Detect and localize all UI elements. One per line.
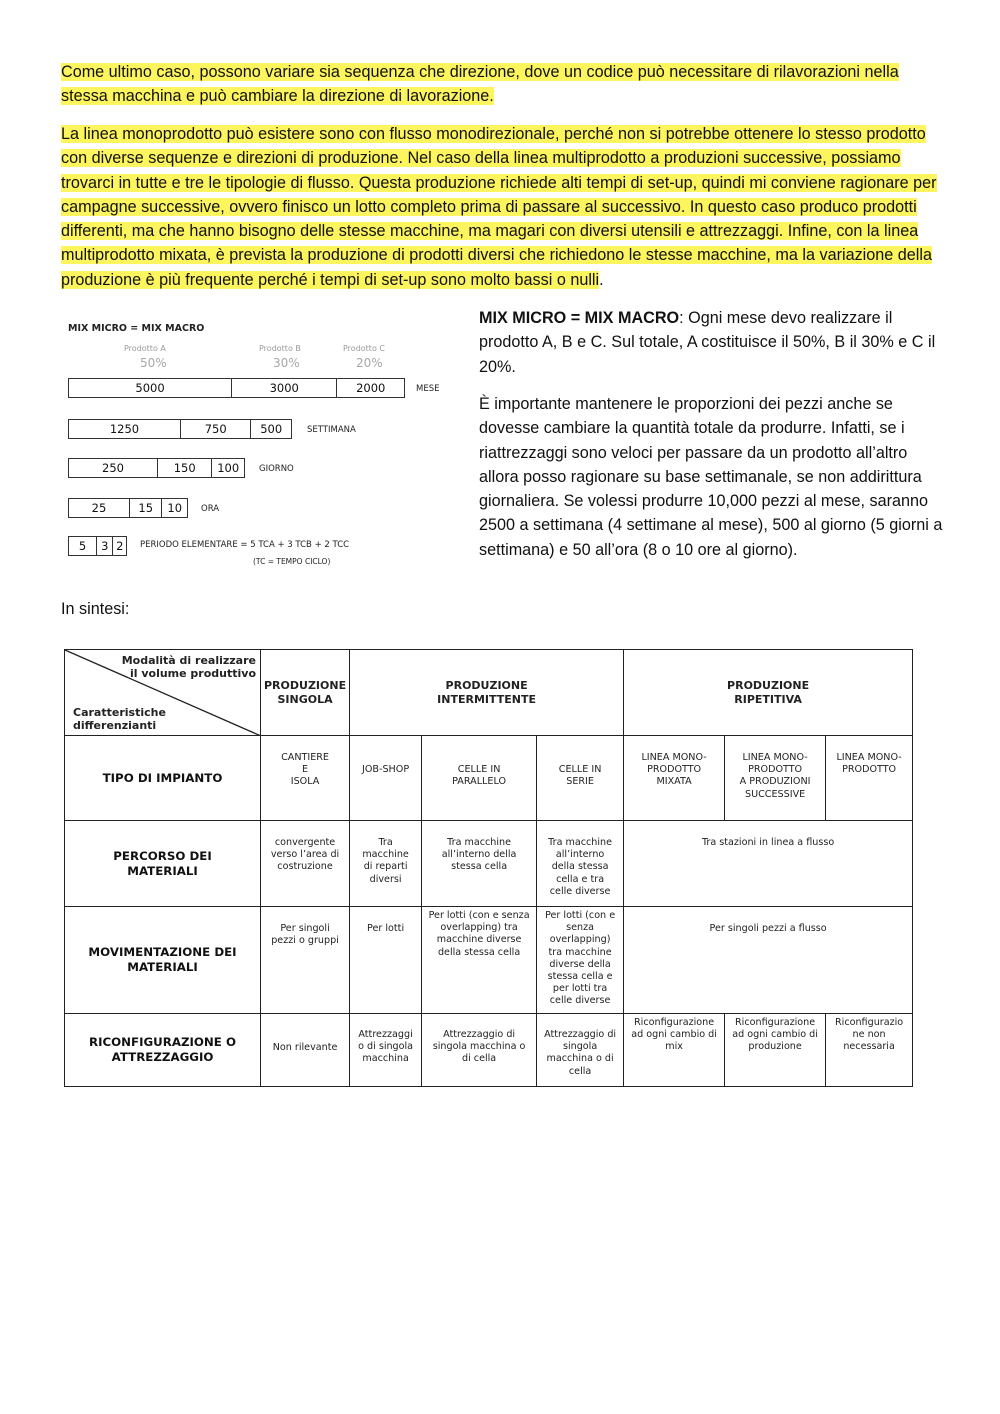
hour-bar: [68, 498, 188, 518]
bar-label-day: GIORNO: [259, 464, 294, 474]
table-cell: Attrezzaggi o di singola macchina: [350, 1014, 422, 1087]
mix-explanation: [479, 306, 949, 379]
corner-label-caratteristiche: Caratteristiche differenzianti: [73, 706, 166, 732]
product-name: Prodotto A: [124, 344, 166, 353]
bar-segment-c: 10: [167, 501, 183, 515]
summary-heading: In sintesi:: [61, 600, 130, 618]
table-cell: Riconfigurazione ad ogni cambio di mix: [624, 1014, 725, 1087]
product-share: 20%: [356, 356, 383, 370]
bar-segment-c: 2000: [356, 381, 386, 395]
table-cell: LINEA MONO- PRODOTTO A PRODUZIONI SUCCESSIVE: [725, 736, 826, 821]
table-corner-cell: [65, 650, 261, 736]
bar-segment-c: 2: [116, 539, 124, 553]
mix-diagram: [60, 315, 460, 575]
table-cell: Tra macchine all’interno della stessa cella e tra celle diverse: [537, 821, 624, 907]
product-share: 50%: [140, 356, 167, 370]
day-bar: [68, 458, 245, 478]
mix-explanation-text: : Ogni mese devo realizzare il prodotto A, B e C. Sul totale, A costituisce il 50%, B il 30% e C il 20%.: [479, 309, 936, 376]
bar-segment-b: 150: [158, 459, 212, 477]
bar-segment-c: 500: [260, 422, 283, 436]
group-produzione-intermittente: PRODUZIONE INTERMITTENTE: [350, 650, 624, 736]
table-cell: Attrezzaggio di singola macchina o di cella: [422, 1014, 537, 1087]
table-cell: JOB-SHOP: [350, 736, 422, 821]
bar-label-week: SETTIMANA: [307, 425, 356, 435]
paragraph-monoprodotto: [61, 122, 943, 292]
table-cell: Riconfigurazio ne non necessaria: [826, 1014, 913, 1087]
cycle-time-note: (TC = TEMPO CICLO): [253, 557, 331, 566]
bar-segment-c: 100: [217, 461, 240, 475]
corner-label-modalita: Modalità di realizzare il volume produttivo: [121, 654, 256, 680]
row-header-movimentazione: MOVIMENTAZIONE DEI MATERIALI: [65, 907, 261, 1014]
elementary-period-bar: [68, 536, 127, 556]
bar-label-elementary-period: PERIODO ELEMENTARE = 5 TCA + 3 TCB + 2 TCC: [140, 540, 350, 550]
summary-table: [64, 649, 913, 1087]
proportions-explanation: È importante mantenere le proporzioni dei pezzi anche se dovesse cambiare la quantità totale da produrre. Infatti, se i riattrezzaggi sono veloci per passare da un prodotto all’altro allora posso ragionare su base settimanale, se non addirittura giornaliera. Se volessi produrre 10,000 pezzi al mese, saranno 2500 a settimana (4 settimane al mese), 500 al giorno (5 giorni a settimana) e 50 all’ora (8 o 10 ore al giorno).: [479, 395, 943, 559]
highlighted-text: Come ultimo caso, possono variare sia sequenza che direzione, dove un codice può necessitare di rilavorazioni nella stessa macchina e può cambiare la direzione di lavorazione.: [61, 63, 899, 106]
bar-segment-a: 25: [69, 499, 130, 517]
row-header-percorso: PERCORSO DEI MATERIALI: [65, 821, 261, 907]
table-cell: Per lotti (con e senza overlapping) tra macchine diverse della stessa cella: [422, 907, 537, 1014]
mix-explanation-heading: MIX MICRO = MIX MACRO: [479, 309, 680, 327]
table-cell: CANTIERE E ISOLA: [261, 736, 350, 821]
group-produzione-ripetitiva: PRODUZIONE RIPETITIVA: [624, 650, 913, 736]
table-cell: Non rilevante: [261, 1014, 350, 1087]
table-cell: Tra macchine di reparti diversi: [350, 821, 422, 907]
table-cell: LINEA MONO- PRODOTTO MIXATA: [624, 736, 725, 821]
bar-segment-a: 1250: [69, 420, 181, 438]
table-cell: LINEA MONO- PRODOTTO: [826, 736, 913, 821]
table-cell: convergente verso l’area di costruzione: [261, 821, 350, 907]
paragraph-end: .: [599, 270, 604, 289]
table-cell: CELLE IN PARALLELO: [422, 736, 537, 821]
table-cell: Per lotti: [350, 907, 422, 1014]
month-bar: [68, 378, 405, 398]
group-produzione-singola: PRODUZIONE SINGOLA: [261, 650, 350, 736]
table-cell: Per singoli pezzi o gruppi: [261, 907, 350, 1014]
table-cell: Riconfigurazione ad ogni cambio di produzione: [725, 1014, 826, 1087]
bar-segment-a: 5: [69, 537, 97, 555]
bar-segment-a: 5000: [69, 379, 232, 397]
bar-label-hour: ORA: [201, 504, 220, 514]
product-name: Prodotto B: [259, 344, 301, 353]
product-name: Prodotto C: [343, 344, 385, 353]
mix-diagram-title: MIX MICRO = MIX MACRO: [68, 323, 205, 334]
table-cell: Tra stazioni in linea a flusso: [624, 821, 913, 907]
paragraph-sequence-direction: [61, 60, 941, 109]
product-share: 30%: [273, 356, 300, 370]
bar-segment-b: 3: [97, 537, 113, 555]
highlighted-text: La linea monoprodotto può esistere sono con flusso monodirezionale, perché non si potrebbe ottenere lo stesso prodotto con diverse sequenze e direzioni di produzione. Nel caso della linea multiprodotto a produzioni successive, possiamo trovarci in tutte e tre le tipologie di flusso. Questa produzione richiede alti tempi di set-up, quindi mi conviene ragionare per campagne successive, ovvero finisco un lotto completo prima di passare al successivo. In questo caso produco prodotti differenti, ma che hanno bisogno delle stesse macchine, ma magari con diversi utensili e attrezzaggi. Infine, con la linea multiprodotto mixata, è prevista la produzione di prodotti diversi che richiedono le stesse macchine, ma la variazione della produzione è più frequente perché i tempi di set-up sono molto bassi o nulli: [61, 125, 937, 289]
table-cell: Per singoli pezzi a flusso: [624, 907, 913, 1014]
week-bar: [68, 419, 292, 439]
row-header-riconfigurazione: RICONFIGURAZIONE O ATTREZZAGGIO: [65, 1014, 261, 1087]
table-cell: CELLE IN SERIE: [537, 736, 624, 821]
bar-label-month: MESE: [416, 384, 440, 394]
table-cell: Attrezzaggio di singola macchina o di cella: [537, 1014, 624, 1087]
bar-segment-a: 250: [69, 459, 158, 477]
table-cell: Per lotti (con e senza overlapping) tra macchine diverse della stessa cella e per lotti tra celle diverse: [537, 907, 624, 1014]
table-cell: Tra macchine all’interno della stessa cella: [422, 821, 537, 907]
bar-segment-b: 3000: [232, 379, 337, 397]
bar-segment-b: 750: [181, 420, 251, 438]
row-header-tipo-impianto: TIPO DI IMPIANTO: [65, 736, 261, 821]
bar-segment-b: 15: [130, 499, 162, 517]
